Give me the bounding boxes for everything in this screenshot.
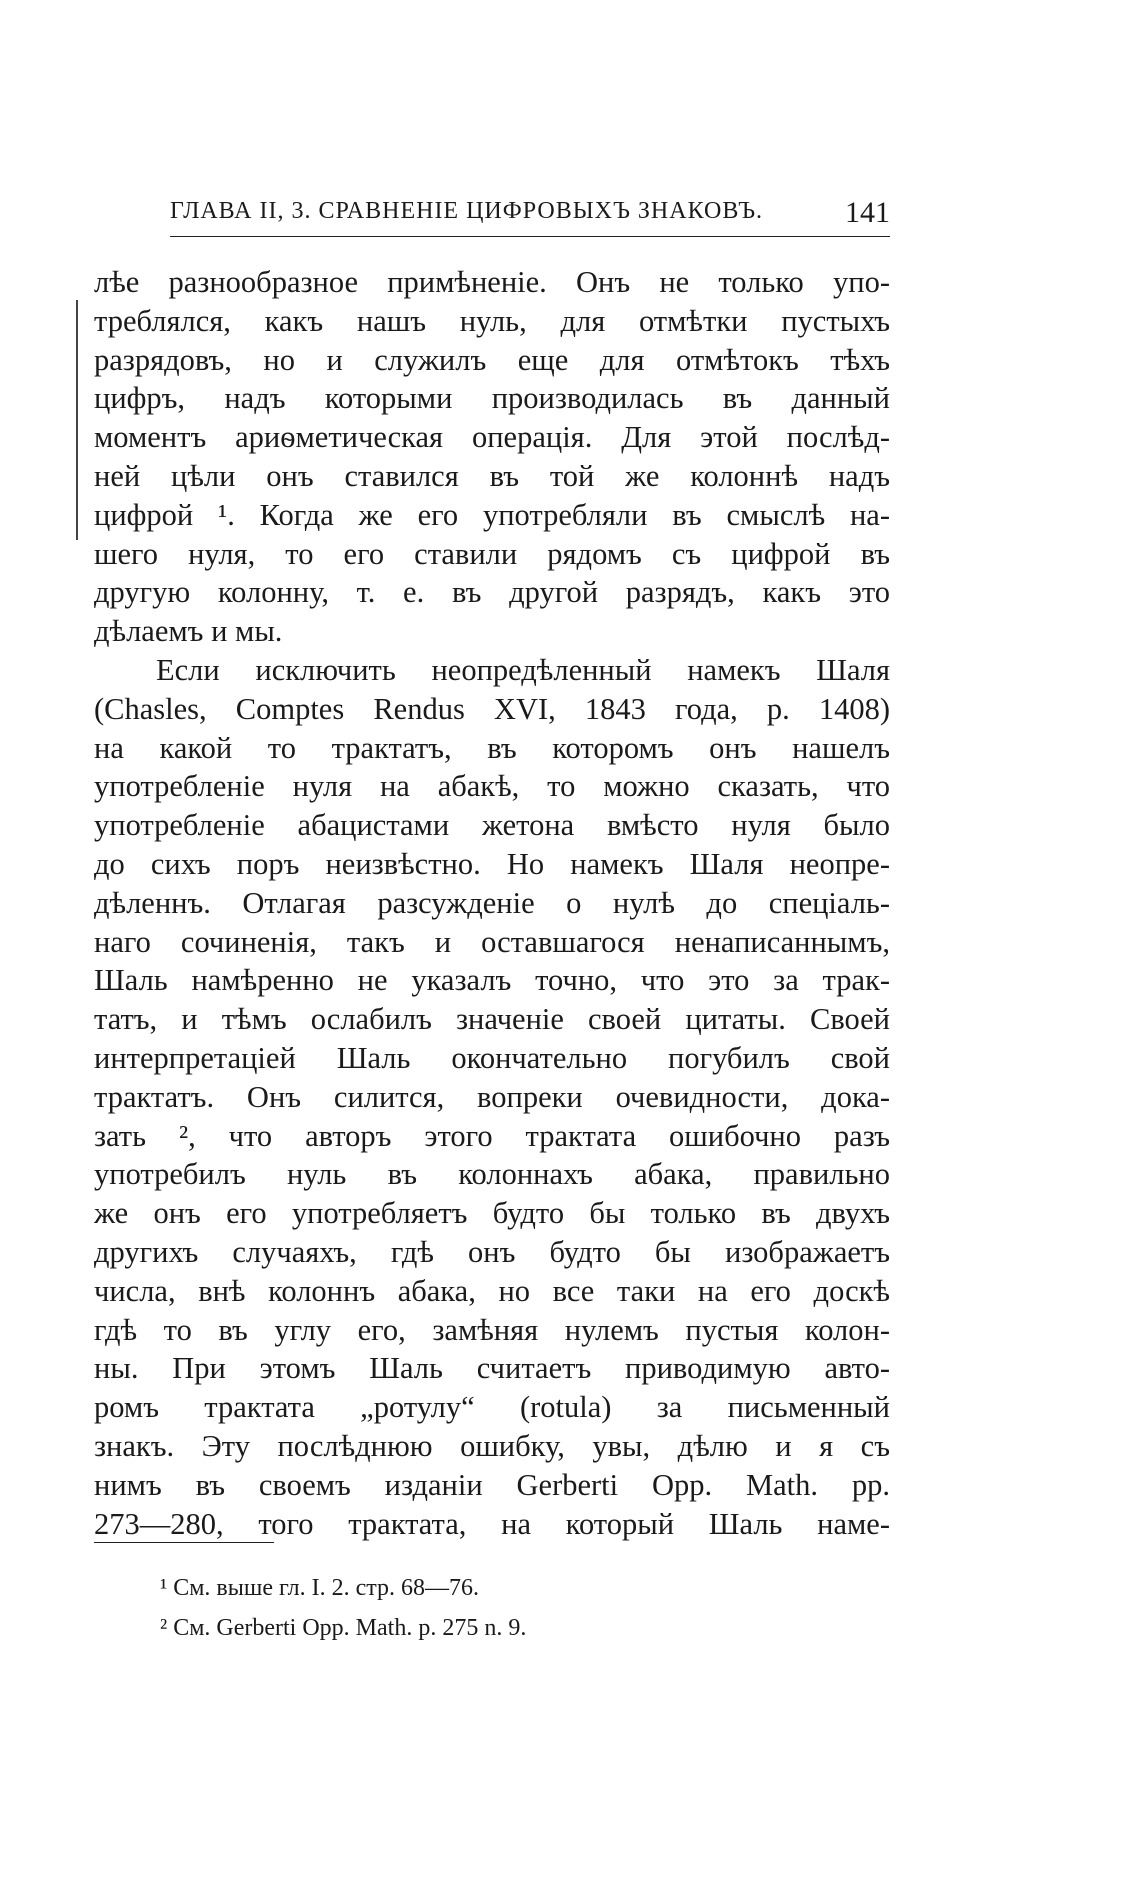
text-line: употребленіе абацистами жетона вмѣсто нуля было [94,808,890,843]
text-line: знакъ. Эту послѣднюю ошибку, увы, дѣлю и я съ [94,1428,890,1463]
footnote: ¹ См. выше гл. I. 2. стр. 68—76. [160,1575,480,1601]
text-line: татъ, и тѣмъ ослабилъ значеніе своей цитаты. Своей [94,1002,890,1037]
text-line: нимъ въ своемъ изданіи Gerberti Opp. Math. pp. [94,1467,890,1502]
footnote: ² См. Gerberti Opp. Math. p. 275 n. 9. [160,1615,527,1641]
text-line: дѣлаемъ и мы. [94,614,283,649]
text-line: интерпретаціей Шаль окончательно погубилъ свой [94,1040,890,1075]
text-line: шего нуля, то его ставили рядомъ съ цифрой въ [94,536,890,571]
text-line: зать ², что авторъ этого трактата ошибочно разъ [94,1118,890,1153]
text-line: ней цѣли онъ ставился въ той же колоннѣ надъ [94,458,890,493]
text-line: разрядовъ, но и служилъ еще для отмѣтокъ тѣхъ [94,342,890,377]
footnotes [160,1568,760,1648]
text-line: до сихъ поръ неизвѣстно. Но намекъ Шаля неопре- [94,846,890,881]
chapter-title: ГЛАВА II, 3. СРАВНЕНІЕ ЦИФРОВЫХЪ ЗНАКОВЪ. [170,198,764,224]
text-line: моментъ ариѳметическая операція. Для этой послѣд- [94,420,890,455]
text-line: числа, внѣ колоннъ абака, но все таки на его доскѣ [94,1273,890,1308]
text-line: другую колонну, т. е. въ другой разрядъ, какъ это [94,575,890,610]
body-text [94,263,890,1543]
text-line: дѣленнъ. Отлагая разсужденіе о нулѣ до спеціаль- [94,885,890,920]
text-line: употребленіе нуля на абакѣ, то можно сказать, что [94,769,890,804]
footnote-divider [94,1542,274,1543]
text-line: треблялся, какъ нашъ нуль, для отмѣтки пустыхъ [94,303,890,338]
text-line: лѣе разнообразное примѣненіе. Онъ не только упо- [94,265,890,299]
text-line: же онъ его употребляетъ будто бы только въ двухъ [94,1196,890,1231]
text-line: ромъ трактата „ротулу“ (rotula) за письменный [94,1390,890,1425]
text-line: трактатъ. Онъ силится, вопреки очевидности, дока- [94,1079,890,1114]
text-line: гдѣ то въ углу его, замѣняя нулемъ пустыя колон- [94,1312,890,1347]
text-line: 273—280, того трактата, на который Шаль наме- [94,1506,890,1541]
text-line: Если исключить неопредѣленный намекъ Шаля [156,652,890,687]
text-line: на какой то трактатъ, въ которомъ онъ нашелъ [94,730,890,765]
margin-mark [76,300,78,540]
text-line: цифръ, надъ которыми производилась въ данный [94,381,890,416]
text-line: употребилъ нуль въ колоннахъ абака, правильно [94,1157,890,1192]
text-line: (Chasles, Comptes Rendus XVI, 1843 года, p. 1408) [94,691,890,726]
text-line: Шаль намѣренно не указалъ точно, что это за трак- [94,963,890,998]
text-line: цифрой ¹. Когда же его употребляли въ смыслѣ на- [94,497,890,532]
text-line: наго сочиненія, такъ и оставшагося ненаписаннымъ, [94,924,890,959]
text-line: ны. При этомъ Шаль считаетъ приводимую авто- [94,1351,890,1386]
page-number: 141 [845,196,890,229]
text-line: другихъ случаяхъ, гдѣ онъ будто бы изображаетъ [94,1234,890,1269]
running-head [170,196,890,237]
